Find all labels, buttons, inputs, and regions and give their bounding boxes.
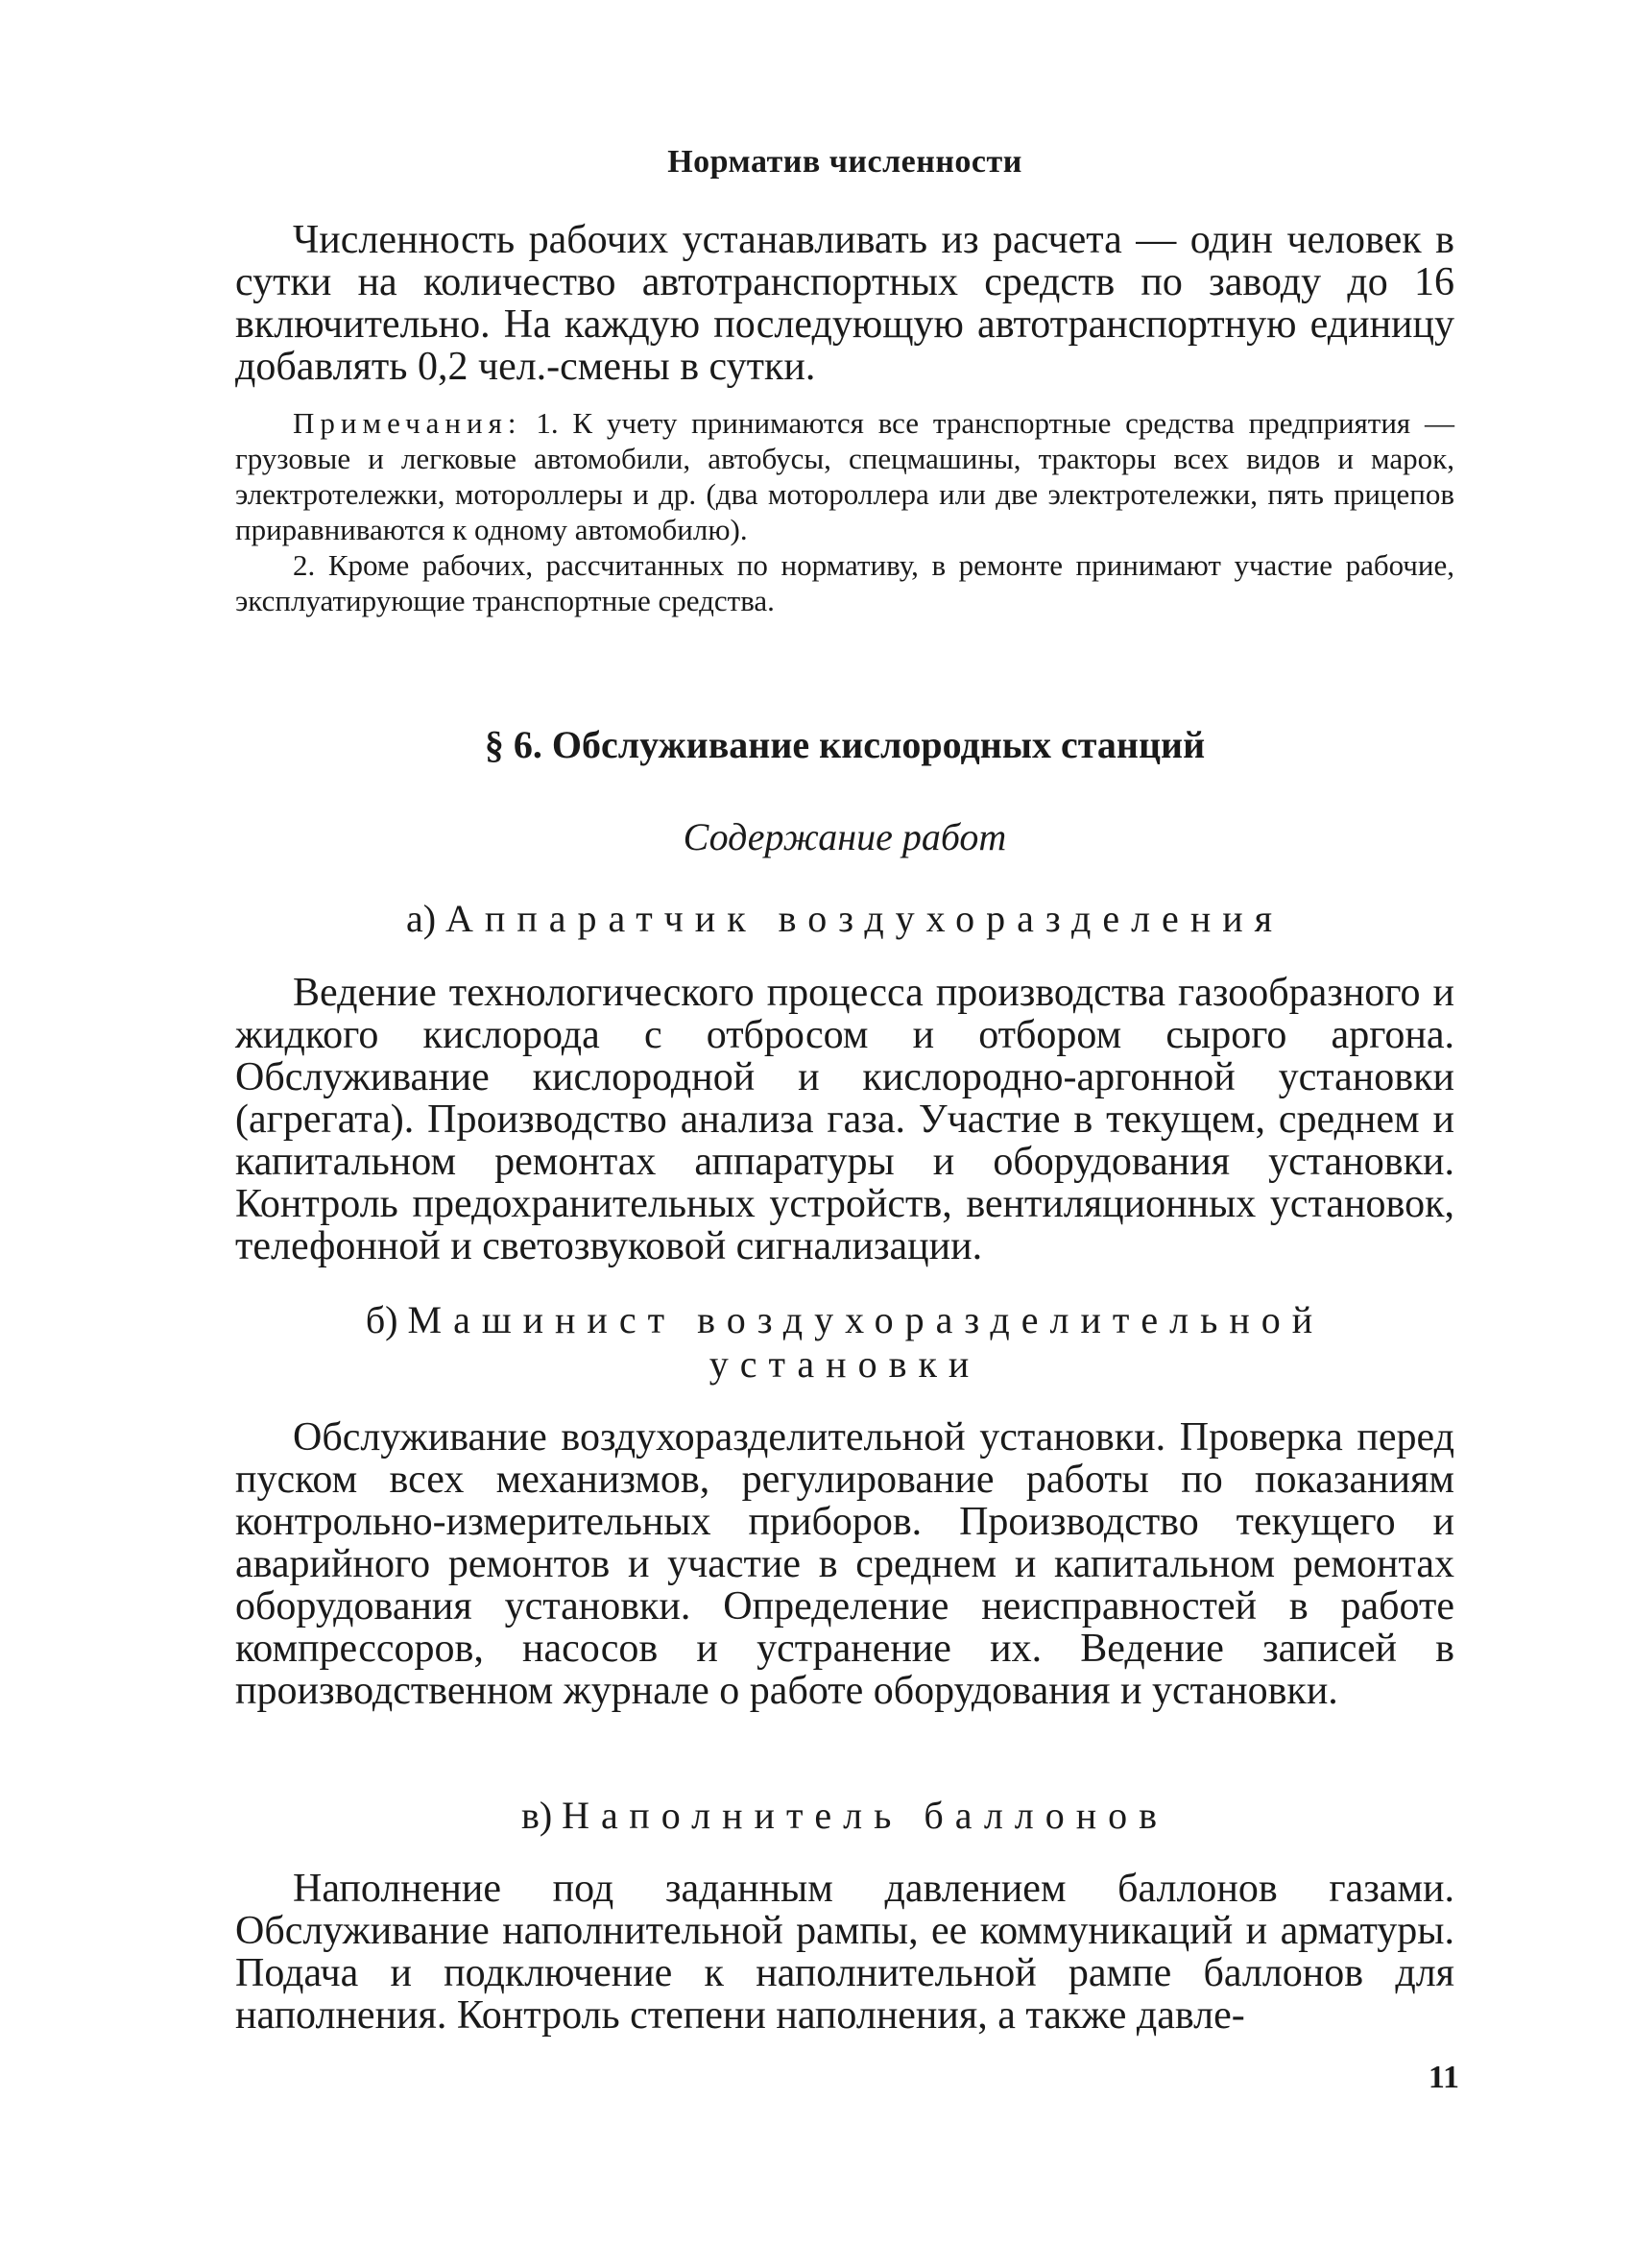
page-number: 11 [1428, 2060, 1459, 2095]
job-a-text: Ведение технологического процесса производства газообразного и жидкого кислорода с отбросом и отбором сырого аргона. Обслуживание кислородной и кислородно-аргонной установки (агрегата). Производство анализа газа. Участие в текущем, среднем и капитальном ремонтах аппаратуры и оборудования установки. Контроль предохранительных устройств, вентиляционных установок, телефонной и светозвуковой сигнализации. [235, 971, 1454, 1268]
job-b-label: б) [365, 1298, 398, 1341]
job-a-title: Аппаратчик воздухоразделения [445, 897, 1285, 940]
job-a-block [235, 972, 1454, 1267]
job-c-text: Наполнение под заданным давлением баллонов газами. Обслуживание наполнительной рампы, ее коммуникаций и арматуры. Подача и подключение к наполнительной рампе баллонов для наполнения. Контроль степени наполнения, а также давле- [235, 1867, 1454, 2038]
job-c-block [235, 1868, 1454, 2037]
job-a-heading [235, 897, 1454, 941]
job-b-title-line2: установки [708, 1342, 981, 1386]
note-2: 2. Кроме рабочих, рассчитанных по нормативу, в ремонте принимают участие рабочие, эксплуатирующие транспортные средства. [235, 548, 1454, 617]
job-b-title-line1: Машинист воздухоразделительной [407, 1298, 1325, 1341]
job-c-heading [235, 1794, 1454, 1838]
job-c-label: в) [520, 1794, 553, 1837]
norm-paragraph: Численность рабочих устанавливать из расчета — один человек в сутки на количество автотранспортных средств по заводу до 16 включительно. На каждую последующую автотранспортную единицу добавлять 0,2 чел.-смены в сутки. [235, 218, 1454, 389]
job-b-heading [235, 1298, 1454, 1387]
notes-block [235, 405, 1454, 618]
content-heading: Содержание работ [683, 815, 1007, 858]
job-b-block [235, 1416, 1454, 1712]
norm-paragraph-block [235, 219, 1454, 388]
job-b-text: Обслуживание воздухоразделительной установки. Проверка перед пуском всех механизмов, регулирование работы по показаниям контрольно-измерительных приборов. Производство текущего и аварийного ремонтов и участие в среднем и капитальном ремонтах оборудования установки. Определение неисправностей в работе компрессоров, насосов и устранение их. Ведение записей в производственном журнале о работе оборудования и установки. [235, 1415, 1454, 1713]
note-1-text: 1. К учету принимаются все транспортные средства предприятия — грузовые и легковые автомобили, автобусы, спецмашины, тракторы всех видов и марок, электротележки, мотороллеры и др. (два мотороллера или две электротележки, пять прицепов приравниваются к одному автомобилю). [235, 406, 1455, 546]
job-a-label: а) [405, 897, 437, 940]
notes-label: Примечания: [293, 406, 522, 440]
note-1 [235, 405, 1454, 547]
job-c-title: Наполнитель баллонов [562, 1794, 1169, 1837]
section-title: § 6. Обслуживание кислородных станций [484, 723, 1206, 766]
norm-heading: Норматив численности [667, 144, 1022, 180]
